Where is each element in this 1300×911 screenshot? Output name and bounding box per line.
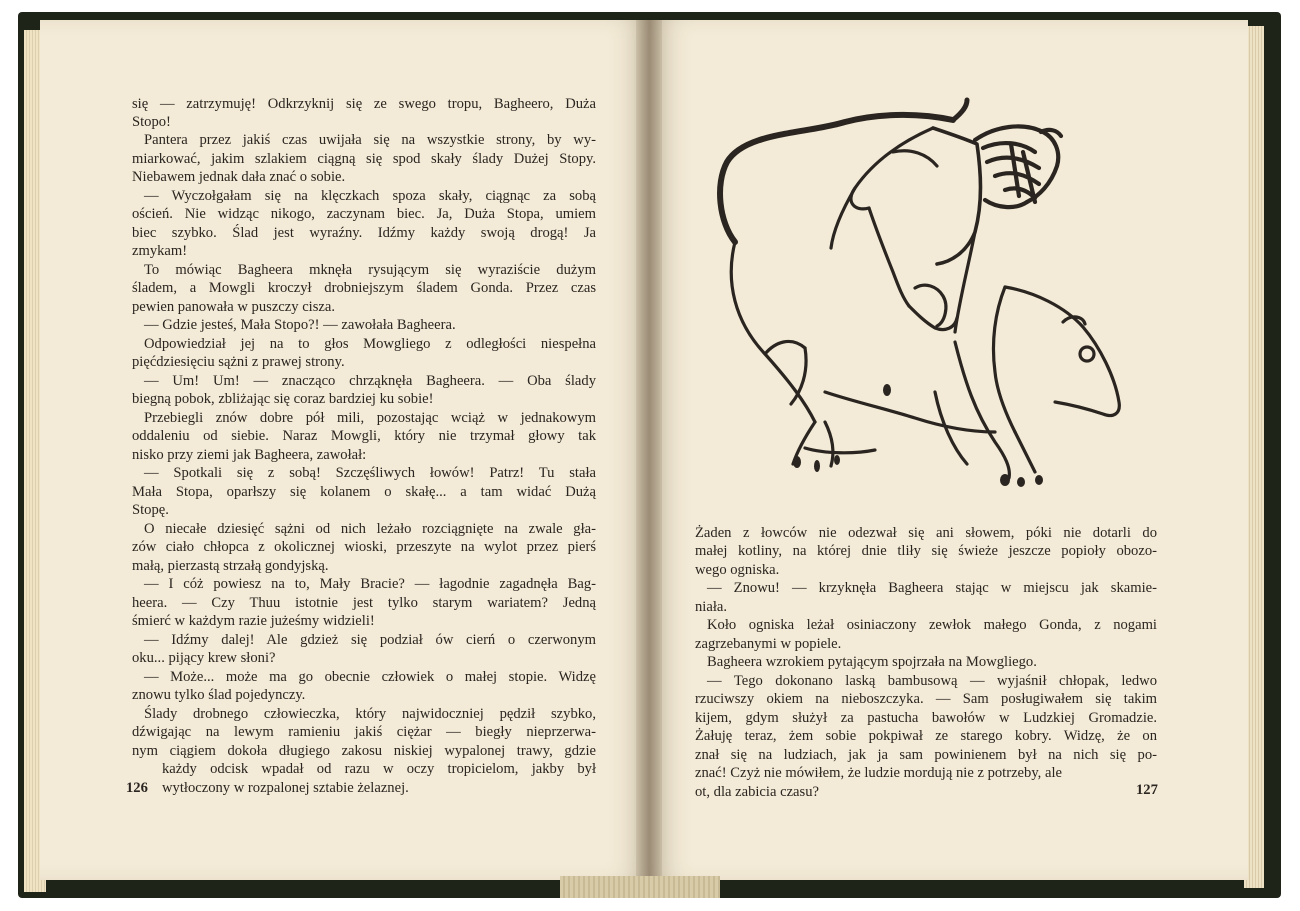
right-page [650,20,1248,880]
text-line: znał się na ludziach, jak ja sam powinienem był na nich się po- [695,747,1157,763]
text-line: Koło ogniska leżał osiniaczony zewłok małego Gonda, z nogami [707,617,1157,633]
text-line: Bagheera wzrokiem pytającym spojrzała na Mowgliego. [707,654,1037,670]
text-line: Mała Stopa, oparłszy się kolanem o skałę... a tam widać Dużą [132,484,596,500]
text-line: Przebiegli znów dobre pół mili, pozostając wciąż w jednakowym [144,410,596,426]
text-line: Żałuję teraz, żem sobie pokpiwał ze starego kobry. Widzę, że on [695,728,1157,744]
text-line: pięćdziesięciu sążni z prawej strony. [132,354,345,370]
text-line: heera. — Czy Thuu istotnie jest tylko starym wariatem? Jedną [132,595,596,611]
text-line: To mówiąc Bagheera mknęła rysującym się wyraziście dużym [144,262,596,278]
text-line: — Um! Um! — znacząco chrząknęła Bagheera. — Oba ślady [144,373,596,389]
left-page [40,20,650,880]
text-line: śladem, a Mowgli kroczył drobniejszym śladem Gonda. Przez czas [132,280,596,296]
text-line: Odpowiedział jej na to głos Mowgliego z odległości niespełna [144,336,596,352]
text-line: — Gdzie jesteś, Mała Stopo?! — zawołała Bagheera. [144,317,456,333]
text-line: — Tego dokonano laską bambusową — wyjaśnił chłopak, ledwo [707,673,1157,689]
text-line: — Znowu! — krzyknęła Bagheera stając w miejscu jak skamie- [707,580,1157,596]
text-line: — I cóż powiesz na to, Mały Bracie? — łagodnie zagadnęła Bag- [144,576,596,592]
text-line: małej kotliny, na której dnie tliły się świeże jeszcze popioły obozo- [695,543,1157,559]
text-line: O niecałe dziesięć sążni od nich leżało rozciągnięte na zwale gła- [144,521,596,537]
page-number: 127 [1136,782,1158,798]
text-line: — Może... może ma go obecnie człowiek o małej stopie. Widzę [144,669,596,685]
spine-cloth [560,876,720,898]
text-line: wytłoczony w rozpalonej sztabie żelaznej. [162,780,409,796]
text-line: oścień. Nie widząc nikogo, zaczynam biec. Ja, Duża Stopa, umiem [132,206,596,222]
text-line: się — zatrzymuję! Odkrzyknij się ze swego tropu, Bagheero, Duża [132,96,596,112]
text-line: małą, pierzastą strzałą gondyjską. [132,558,329,574]
text-line: oddaleniu od siebie. Naraz Mowgli, który nie trzymał głowy tak [132,428,596,444]
text-line: Pantera przez jakiś czas uwijała się na wszystkie strony, by wy- [144,132,596,148]
text-line: zów ciało chłopca z okolicznej wioski, przeszyte na wylot przez pierś [132,539,596,555]
text-line: — Idźmy dalej! Ale gdzież się podział ów cierń o czerwonym [144,632,596,648]
text-line: kijem, gdym służył za pastucha bawołów w Ludzkiej Gromadzie. [695,710,1157,726]
text-line: dźwigając na lewym ramieniu jakiś ciężar — biegły nieprzerwa- [132,724,596,740]
text-line: śmierć w każdym razie jużeśmy widzieli! [132,613,375,629]
page-number: 126 [126,780,148,796]
text-line: znać! Czyż nie mówiłem, że ludzie mordują nie z potrzeby, ale [695,765,1062,781]
text-line: ot, dla zabicia czasu? [695,784,819,800]
text-line: Stopo! [132,114,171,130]
text-line: biegną pobok, zbliżając się coraz bardziej ku sobie! [132,391,434,407]
text-line: miarkować, jakim szlakiem ciągną się spod skały ślady Dużej Stopy. [132,151,596,167]
book-gutter [636,20,662,896]
text-line: Ślady drobnego człowieczka, który najwidoczniej pędził szybko, [144,706,596,722]
text-line: wego ogniska. [695,562,780,578]
text-line: Niebawem jednak dała znać o sobie. [132,169,346,185]
text-line: nisko przy ziemi jak Bagheera, zawołał: [132,447,367,463]
text-line: Żaden z łowców nie odezwał się ani słowem, póki nie dotarli do [695,525,1157,541]
text-line: niała. [695,599,728,615]
text-line: rzuciwszy okiem na nieboszczyka. — Sam posługiwałem się takim [695,691,1157,707]
text-line: pewien panowała w puszczy cisza. [132,299,336,315]
text-line: biec szybko. Ślad jest wyraźny. Idźmy każdy swoją drogą! Ja [132,225,596,241]
text-line: — Spotkali się z sobą! Szczęśliwych łowów! Patrz! Tu stała [144,465,596,481]
text-line: znowu tylko ślad pojedynczy. [132,687,306,703]
text-line: zagrzebanymi w popiele. [695,636,842,652]
text-line: każdy odcisk wpadał od razu w oczy tropicielom, jakby był [162,761,596,777]
text-line: nym ciągiem dokoła długiego zakosu niskiej wypalonej trawy, gdzie [132,743,596,759]
text-line: — Wyczołgałam się na klęczkach spoza skały, ciągnąc za sobą [144,188,596,204]
panther-and-boy-illustration [705,92,1145,500]
text-line: oku... pijący krew słoni? [132,650,276,666]
text-line: Stopę. [132,502,169,518]
text-line: zmykam! [132,243,188,259]
